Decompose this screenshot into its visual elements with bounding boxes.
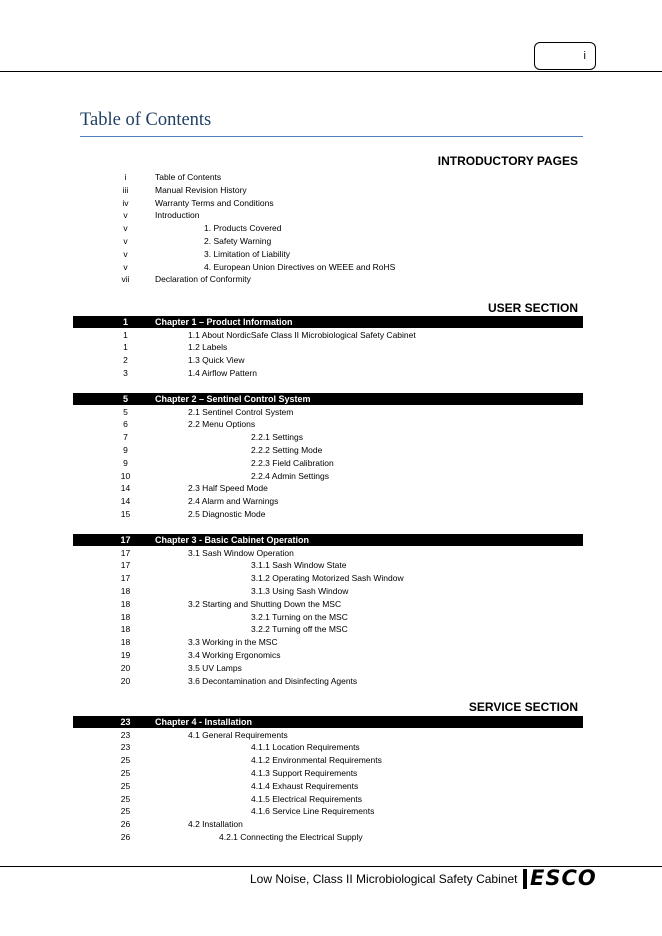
toc-entry[interactable] xyxy=(73,171,583,184)
toc-entry-text: 2. Safety Warning xyxy=(204,236,272,246)
toc-entry-text: 4.1.1 Location Requirements xyxy=(251,742,360,753)
toc-entry[interactable] xyxy=(73,431,583,444)
toc-entry[interactable] xyxy=(73,729,583,742)
toc-page-number: 17 xyxy=(120,560,131,571)
toc-entry-text: 3.6 Decontamination and Disinfecting Agents xyxy=(188,675,358,686)
toc-page-number: 18 xyxy=(120,624,131,635)
toc-entry[interactable] xyxy=(73,341,583,354)
toc-entry[interactable] xyxy=(73,675,583,688)
toc-page-number: 7 xyxy=(123,432,128,443)
toc-page-number: v xyxy=(123,236,128,246)
toc-entry-text: 3.4 Working Ergonomics xyxy=(188,650,281,660)
toc-entry[interactable] xyxy=(73,793,583,806)
toc-entry[interactable] xyxy=(73,482,583,495)
toc-page-number: iii xyxy=(122,184,129,195)
toc-entry-text: 1.2 Labels xyxy=(188,342,228,353)
toc-entry[interactable] xyxy=(73,831,583,844)
toc-entry-text: 4.1 General Requirements xyxy=(188,729,288,740)
toc-page-number: 3 xyxy=(123,368,128,378)
toc-entry-text: Manual Revision History xyxy=(155,184,247,195)
toc-page-number: 23 xyxy=(120,717,131,727)
toc-page-number: 5 xyxy=(123,406,128,417)
toc-page-number: 9 xyxy=(123,445,128,455)
toc-entry-text: 2.3 Half Speed Mode xyxy=(188,483,268,494)
toc-entry-text: 3. Limitation of Liability xyxy=(204,248,290,259)
toc-entry-text: 4.1.5 Electrical Requirements xyxy=(251,793,363,804)
toc-entry[interactable] xyxy=(73,209,583,222)
toc-entry[interactable] xyxy=(73,623,583,636)
toc-entry-text: 3.5 UV Lamps xyxy=(188,662,242,673)
footer-title: Low Noise, Class II Microbiological Safety Cabinet xyxy=(250,872,518,886)
toc-entry[interactable] xyxy=(73,559,583,572)
toc-entry[interactable] xyxy=(73,754,583,767)
toc-entry[interactable] xyxy=(73,649,583,662)
toc-entry[interactable] xyxy=(73,741,583,754)
toc-entry-text: 3.1.1 Sash Window State xyxy=(251,560,347,571)
toc-entry[interactable] xyxy=(73,444,583,457)
toc-entry[interactable] xyxy=(73,508,583,521)
toc-entry-text: 1. Products Covered xyxy=(204,223,282,234)
toc-page-number: 17 xyxy=(120,547,131,558)
toc-page-number: 17 xyxy=(120,573,131,584)
toc-entry[interactable] xyxy=(73,470,583,483)
toc-entry-text: 4.2.1 Connecting the Electrical Supply xyxy=(219,832,363,842)
section-heading-intro: INTRODUCTORY PAGES xyxy=(437,154,578,168)
toc-entry-text: 3.2.2 Turning off the MSC xyxy=(251,624,348,635)
toc-entry-text: 1.3 Quick View xyxy=(188,355,245,366)
toc-entry[interactable] xyxy=(73,354,583,367)
header-rule xyxy=(0,71,662,72)
toc-entry-text: 4. European Union Directives on WEEE and RoHS xyxy=(204,261,396,272)
toc-entry[interactable] xyxy=(73,273,583,286)
toc-page-number: 25 xyxy=(120,780,131,791)
toc-entry-text: 4.1.4 Exhaust Requirements xyxy=(251,780,359,791)
toc-page-number: 25 xyxy=(120,768,131,778)
toc-entry-text: 4.1.2 Environmental Requirements xyxy=(251,755,382,766)
toc-page-number: 25 xyxy=(120,793,131,804)
toc-entry-text: 1.4 Airflow Pattern xyxy=(188,368,257,378)
toc-page-number: v xyxy=(123,223,128,234)
toc-page-number: 9 xyxy=(123,457,128,468)
toc-entry-text: 3.1.2 Operating Motorized Sash Window xyxy=(251,573,404,584)
toc-entry-text: 2.4 Alarm and Warnings xyxy=(188,496,279,507)
chapter-heading-row[interactable] xyxy=(73,393,583,405)
toc-entry-text: 1.1 About NordicSafe Class II Microbiological Safety Cabinet xyxy=(188,329,416,340)
toc-entry-text: 3.1 Sash Window Operation xyxy=(188,547,294,558)
toc-entry[interactable] xyxy=(73,261,583,274)
toc-entry[interactable] xyxy=(73,457,583,470)
toc-page-number: 18 xyxy=(120,637,131,648)
toc-entry-text: Warranty Terms and Conditions xyxy=(155,197,274,208)
toc-page-number: 1 xyxy=(123,329,128,340)
toc-page-number: 18 xyxy=(120,611,131,622)
toc-page-number: 26 xyxy=(120,819,131,830)
toc-page-number: i xyxy=(124,172,127,182)
toc-entry-text: 2.2.2 Setting Mode xyxy=(251,445,323,455)
toc-entry[interactable] xyxy=(73,598,583,611)
toc-entry[interactable] xyxy=(73,547,583,560)
toc-page-number: 25 xyxy=(120,755,131,766)
toc-entry[interactable] xyxy=(73,767,583,780)
toc-page-number: 10 xyxy=(120,470,131,481)
toc-entry[interactable] xyxy=(73,495,583,508)
toc-page-number: 19 xyxy=(120,650,131,660)
toc-entry-text: Introduction xyxy=(155,210,200,221)
toc-page-number: vii xyxy=(121,274,130,285)
toc-entry-text: 4.2 Installation xyxy=(188,819,243,830)
toc-entry[interactable] xyxy=(73,805,583,818)
title-underline xyxy=(80,136,583,137)
toc-page-number: 17 xyxy=(120,535,131,545)
toc-entry[interactable] xyxy=(73,329,583,342)
toc-entry[interactable] xyxy=(73,248,583,261)
toc-entry-text: 2.5 Diagnostic Mode xyxy=(188,509,266,519)
toc-entry[interactable] xyxy=(73,636,583,649)
toc-entry-text: 3.2 Starting and Shutting Down the MSC xyxy=(188,598,342,609)
chapter-title: Chapter 3 - Basic Cabinet Operation xyxy=(155,535,310,545)
toc-entry[interactable] xyxy=(73,611,583,624)
toc-entry-text: 4.1.6 Service Line Requirements xyxy=(251,806,375,817)
toc-entry[interactable] xyxy=(73,418,583,431)
toc-entry[interactable] xyxy=(73,235,583,248)
toc-entry[interactable] xyxy=(73,662,583,675)
toc-entry[interactable] xyxy=(73,222,583,235)
toc-entry-text: 3.3 Working in the MSC xyxy=(188,637,278,648)
esco-logo: ESCO xyxy=(530,866,597,890)
toc-entry[interactable] xyxy=(73,184,583,197)
toc-entry[interactable] xyxy=(73,818,583,831)
toc-entry[interactable] xyxy=(73,585,583,598)
section-heading-user: USER SECTION xyxy=(487,301,578,315)
toc-entry-text: 4.1.3 Support Requirements xyxy=(251,768,358,778)
page-number-box xyxy=(534,42,596,70)
page-title: Table of Contents xyxy=(80,110,212,130)
toc-page-number: 6 xyxy=(123,419,128,430)
toc-page-number: v xyxy=(123,261,128,272)
chapter-title: Chapter 4 - Installation xyxy=(155,717,253,727)
toc-page-number: 2 xyxy=(123,355,128,366)
toc-page-number: 5 xyxy=(122,394,128,404)
toc-page-number: 1 xyxy=(123,342,128,353)
toc-entry-text: Table of Contents xyxy=(155,172,222,182)
toc-entry[interactable] xyxy=(73,780,583,793)
toc-page-number: 15 xyxy=(120,509,131,519)
chapter-title: Chapter 1 – Product Information xyxy=(155,317,293,327)
toc-page-number: 26 xyxy=(120,832,131,842)
toc-entry[interactable] xyxy=(73,367,583,380)
toc-entry[interactable] xyxy=(73,406,583,419)
toc-page-number: 18 xyxy=(120,598,131,609)
logo-bar xyxy=(523,869,527,889)
section-heading-service: SERVICE SECTION xyxy=(468,700,578,714)
toc-entry-text: Declaration of Conformity xyxy=(155,274,251,285)
toc-entry-text: 2.2 Menu Options xyxy=(188,419,256,430)
chapter-title: Chapter 2 – Sentinel Control System xyxy=(155,394,311,404)
toc-page-number: 23 xyxy=(120,729,131,740)
toc-entry-text: 3.1.3 Using Sash Window xyxy=(251,586,349,596)
toc-page-number: v xyxy=(123,210,128,221)
toc-page-number: 1 xyxy=(122,317,128,327)
chapter-heading-row[interactable] xyxy=(73,316,583,328)
chapter-heading-row[interactable] xyxy=(73,534,583,546)
page-number: i xyxy=(583,50,586,62)
toc-entry-text: 3.2.1 Turning on the MSC xyxy=(251,611,348,622)
toc-page-number: 18 xyxy=(120,586,131,596)
toc-page-number: 23 xyxy=(120,742,131,753)
toc-entry-text: 2.2.3 Field Calibration xyxy=(251,457,334,468)
toc-page-number: iv xyxy=(122,197,129,208)
toc-entry-text: 2.2.4 Admin Settings xyxy=(251,470,329,481)
toc-page-number: 14 xyxy=(120,483,131,494)
toc-page-number: 20 xyxy=(120,662,131,673)
toc-entry-text: 2.2.1 Settings xyxy=(251,432,303,443)
toc-entry[interactable] xyxy=(73,572,583,585)
toc-entry[interactable] xyxy=(73,197,583,210)
toc-page-number: 20 xyxy=(120,675,131,686)
toc-page-number: 25 xyxy=(120,806,131,817)
toc-entry-text: 2.1 Sentinel Control System xyxy=(188,406,294,417)
toc-page-number: v xyxy=(123,248,128,259)
toc-page-number: 14 xyxy=(120,496,131,507)
chapter-heading-row[interactable] xyxy=(73,716,583,728)
